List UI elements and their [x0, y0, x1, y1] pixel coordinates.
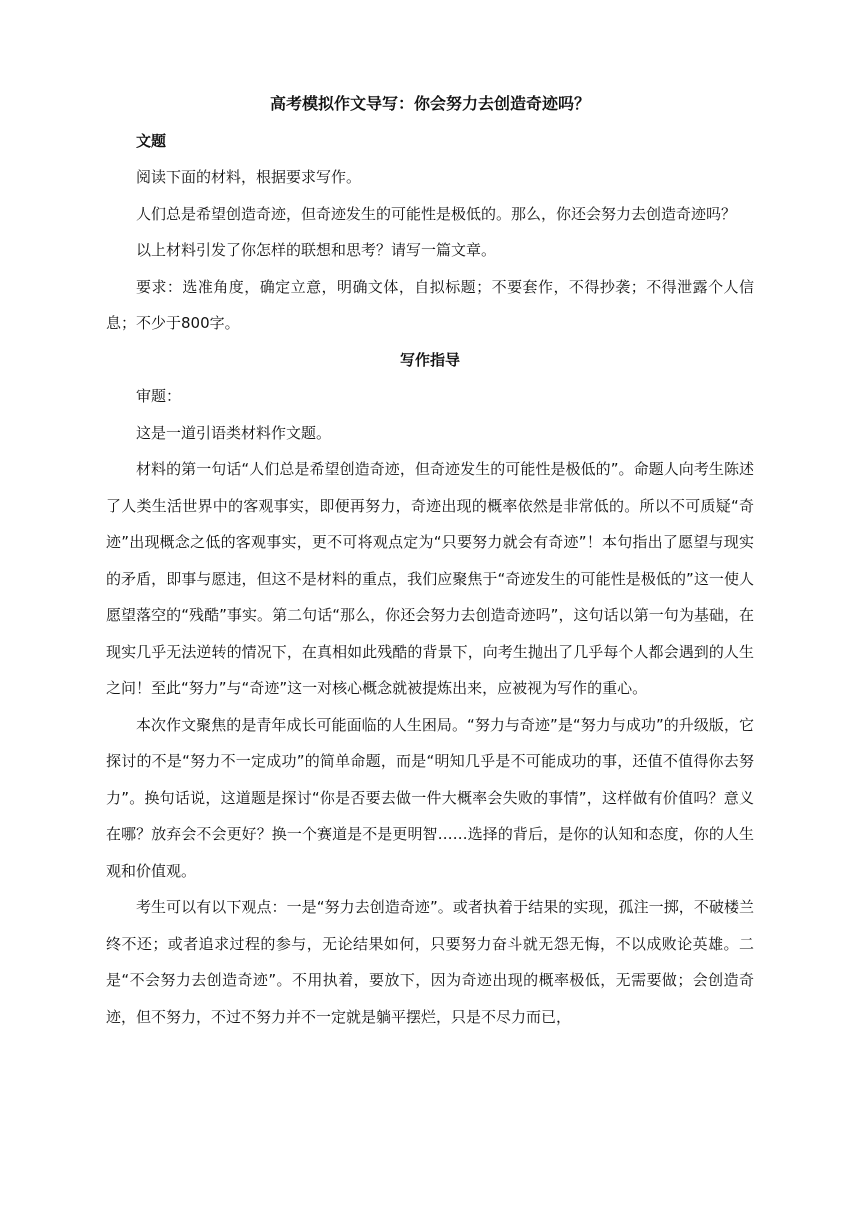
paragraph-type: 这是一道引语类材料作文题。 — [136, 423, 332, 442]
document-page — [106, 86, 754, 1035]
paragraph-review-label: 审题： — [136, 387, 182, 405]
paragraph-requirements: 要求：选准角度，确定立意，明确文体，自拟标题；不要套作，不得抄袭；不得泄露个人信息；不少于800字。 — [106, 277, 754, 332]
paragraph-question: 以上材料引发了你怎样的联想和思考？请写一篇文章。 — [136, 241, 497, 259]
document-title: 高考模拟作文导写：你会努力去创造奇迹吗？ — [269, 94, 590, 113]
section-heading-guidance: 写作指导 — [399, 350, 460, 369]
section-heading-prompt: 文题 — [136, 131, 167, 150]
paragraph-instruction: 阅读下面的材料，根据要求写作。 — [136, 168, 362, 186]
paragraph-analysis-1: 材料的第一句话“人们总是希望创造奇迹，但奇迹发生的可能性是极低的”。命题人向考生陈述了人类生活世界中的客观事实，即便再努力，奇迹出现的概率依然是非常低的。所以不可质疑“奇迹”出现概念之低的客观事实，更不可将观点定为“只要努力就会有奇迹”！本句指出了愿望与现实的矛盾，即事与愿违，但这不是材料的重点，我们应聚焦于“奇迹发生的可能性是极低的”这一使人愿望落空的“残酷”事实。第二句话“那么，你还会努力去创造奇迹吗”，这句话以第一句为基础，在现实几乎无法逆转的情况下，在真相如此残酷的背景下，向考生抛出了几乎每个人都会遇到的人生之问！至此“努力”与“奇迹”这一对核心概念就被提炼出来，应被视为写作的重心。 — [106, 460, 754, 697]
paragraph-material: 人们总是希望创造奇迹，但奇迹发生的可能性是极低的。那么，你还会努力去创造奇迹吗？ — [136, 204, 737, 223]
paragraph-viewpoints: 考生可以有以下观点：一是“努力去创造奇迹”。或者执着于结果的实现，孤注一掷，不破楼兰终不还；或者追求过程的参与，无论结果如何，只要努力奋斗就无怨无悔，不以成败论英雄。二是“不会努力去创造奇迹”。不用执着，要放下，因为奇迹出现的概率极低，无需要做；会创造奇迹，但不努力，不过不努力并不一定就是躺平摆烂，只是不尽力而已， — [106, 898, 754, 1026]
paragraph-analysis-2: 本次作文聚焦的是青年成长可能面临的人生困局。“努力与奇迹”是“努力与成功”的升级版，它探讨的不是“努力不一定成功”的简单命题，而是“明知几乎是不可能成功的事，还值不值得你去努力”。换句话说，这道题是探讨“你是否要去做一件大概率会失败的事情”，这样做有价值吗？意义在哪？放弃会不会更好？换一个赛道是不是更明智……选择的背后，是你的认知和态度，你的人生观和价值观。 — [106, 715, 754, 880]
